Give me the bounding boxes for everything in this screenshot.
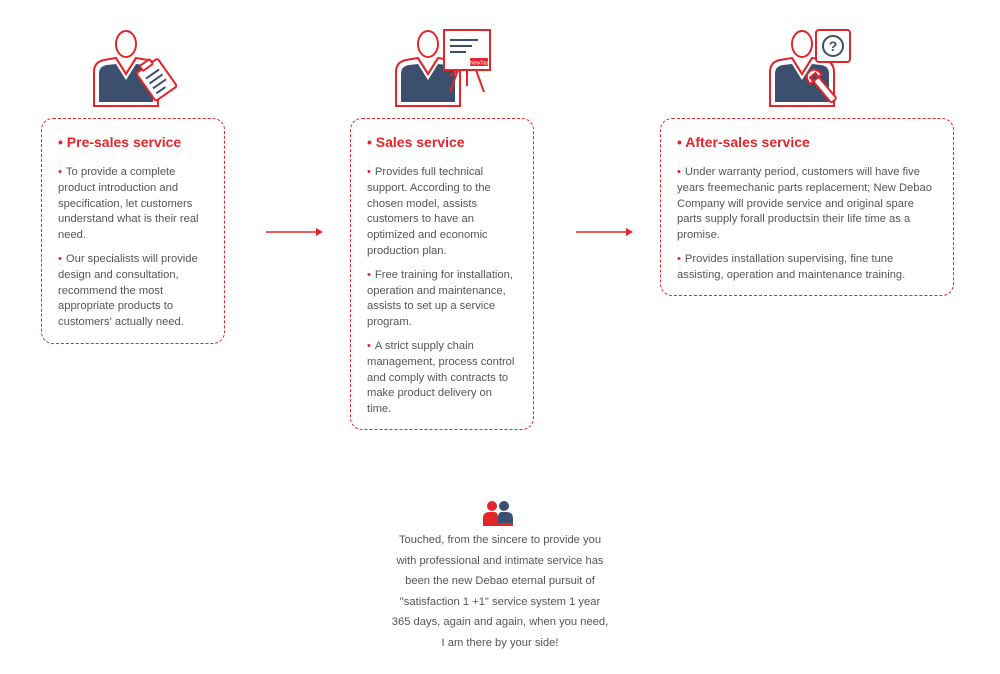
pre-sales-card xyxy=(41,118,225,344)
bullet: • xyxy=(677,252,681,265)
bullet: • xyxy=(677,166,681,178)
board-logo: NewTop xyxy=(469,60,489,67)
sales-card xyxy=(350,118,534,430)
team-people-icon xyxy=(482,500,514,526)
after-sales-title: • After-sales service xyxy=(677,134,810,150)
person-with-clipboard-icon xyxy=(88,28,184,115)
list-item: • Provides installation supervising, fine tune assisting, operation and maintenance training. xyxy=(677,252,906,281)
bullet: • xyxy=(367,268,371,281)
list-item: • A strict supply chain management, process control and comply with contracts to make product delivery on time. xyxy=(367,339,515,416)
svg-text:?: ? xyxy=(828,38,838,54)
after-sales-card xyxy=(660,118,954,296)
arrow-right-icon xyxy=(576,226,634,238)
bullet: • xyxy=(367,339,371,352)
list-item: • Free training for installation, operation and maintenance, assists to set up a service program. xyxy=(367,268,513,329)
person-with-wrench-question-icon xyxy=(764,26,860,115)
bullet: • xyxy=(58,252,62,265)
bullet: • xyxy=(58,166,62,178)
list-item: • Provides full technical support. According to the chosen model, assists customers to have an optimized and economic production plan. xyxy=(367,166,491,257)
tagline-text: Touched, from the sincere to provide you with professional and intimate service has been the new Debao eternal pursuit of "satisfaction 1 +1" service system 1 year 365 days, again and again, when you need, I am there by your side! xyxy=(391,534,609,649)
list-item: • Under warranty period, customers will have five years freemechanic parts replacement; New Debao Company will provide service and original spare parts supply forall productsin their life time as a promise. xyxy=(677,166,932,242)
list-item: • To provide a complete product introduction and specification, let customers understand what is their real need. xyxy=(58,166,199,242)
arrow-right-icon xyxy=(266,226,324,238)
person-with-presentation-board-icon xyxy=(392,26,496,115)
list-item: • Our specialists will provide design and consultation, recommend the most appropriate products to customers' actually need. xyxy=(58,252,198,329)
bullet: • xyxy=(367,166,371,178)
pre-sales-title: • Pre-sales service xyxy=(58,134,182,150)
sales-title: • Sales service xyxy=(367,134,465,150)
